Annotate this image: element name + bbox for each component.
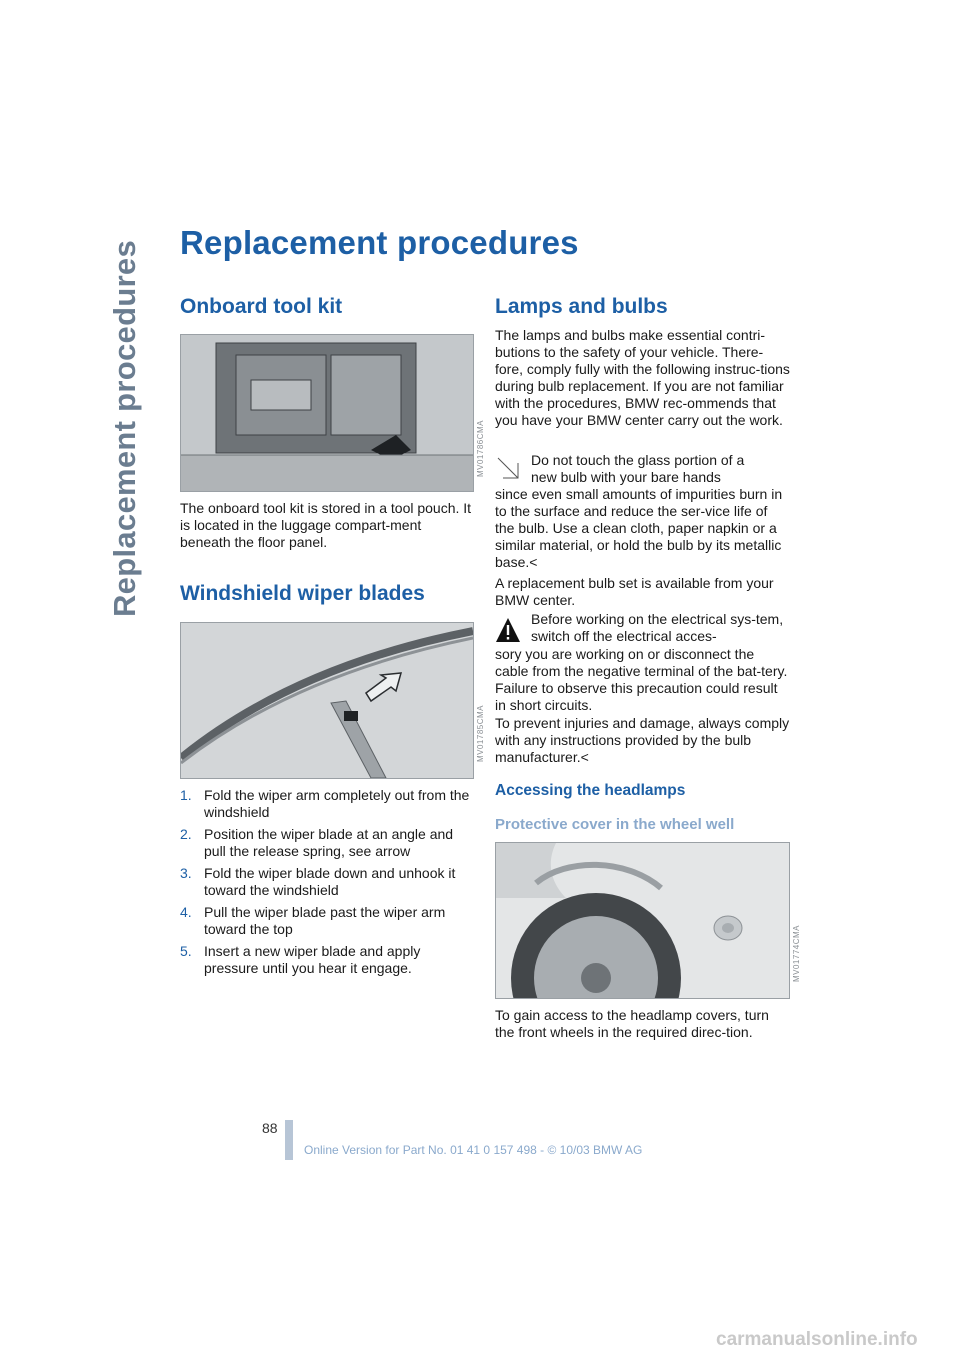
note-first-lines: Do not touch the glass portion of a new bulb with your bare hands: [531, 452, 745, 485]
lamps-heading: Lamps and bulbs: [495, 295, 668, 318]
warning-icon: [495, 615, 521, 645]
list-item: 2. Position the wiper blade at an angle and pull the release spring, see arrow: [180, 826, 454, 859]
wheel-well-figure: [495, 842, 790, 999]
warning-rest: sory you are working on or disconnect the cable from the negative terminal of the bat-tery. Failure to observe this precaution could result in short circuits.: [495, 646, 788, 713]
toolkit-illustration: [181, 335, 473, 491]
page-number: 88: [262, 1120, 278, 1136]
footer-bar: [285, 1120, 293, 1160]
toolkit-figure-code: MV01786CMA: [476, 420, 485, 478]
replacement-set-text: A replacement bulb set is available from your BMW center.: [495, 575, 774, 608]
page-title: Replacement procedures: [180, 224, 579, 261]
headlamps-heading: Accessing the headlamps: [495, 782, 686, 799]
warning-more: To prevent injuries and damage, always comply with any instructions provided by the bulb manufacturer.<: [495, 715, 790, 765]
wheel-well-illustration: [496, 843, 789, 998]
side-tab: [100, 228, 150, 628]
wiper-heading: Windshield wiper blades: [180, 582, 425, 605]
toolkit-heading: Onboard tool kit: [180, 295, 343, 318]
footer-text: Online Version for Part No. 01 41 0 157 498 - © 10/03 BMW AG: [304, 1143, 643, 1157]
list-item: 5. Insert a new wiper blade and apply pressure until you hear it engage.: [180, 943, 421, 976]
headlamps-subheading: Protective cover in the wheel well: [495, 816, 735, 833]
wiper-figure: [180, 622, 474, 779]
wiper-figure-code: MV01785CMA: [476, 705, 485, 763]
wiper-steps: [180, 787, 472, 982]
wiper-illustration: [181, 623, 473, 778]
list-item: 1. Fold the wiper arm completely out from the windshield: [180, 787, 470, 820]
lamps-intro: The lamps and bulbs make essential contri-butions to the safety of your vehicle. There-fore, comply fully with the following instruc-tions during bulb replacement. If you are not familiar with the procedures, BMW rec-ommends that you have your BMW center carry out the work.: [495, 327, 790, 428]
note-icon: [495, 455, 521, 485]
toolkit-figure: [180, 334, 474, 492]
warning-first-lines: Before working on the electrical sys-tem, switch off the electrical acces-: [531, 611, 784, 644]
list-item: 3. Fold the wiper blade down and unhook it toward the windshield: [180, 865, 456, 898]
toolkit-text: The onboard tool kit is stored in a tool pouch. It is located in the luggage compart-ment beneath the floor panel.: [180, 500, 472, 550]
side-tab-label: Replacement procedures: [107, 239, 142, 617]
headlamps-text: To gain access to the headlamp covers, turn the front wheels in the required direc-tion.: [495, 1007, 769, 1040]
watermark: carmanualsonline.info: [716, 1329, 918, 1350]
wheel-well-figure-code: MV01774CMA: [792, 925, 801, 983]
note-rest: since even small amounts of impurities burn in to the surface and reduce the ser-vice life of the bulb. Use a clean cloth, paper napkin or a similar material, or hold the bulb by its metallic base.<: [495, 486, 783, 570]
list-item: 4. Pull the wiper blade past the wiper arm toward the top: [180, 904, 446, 937]
